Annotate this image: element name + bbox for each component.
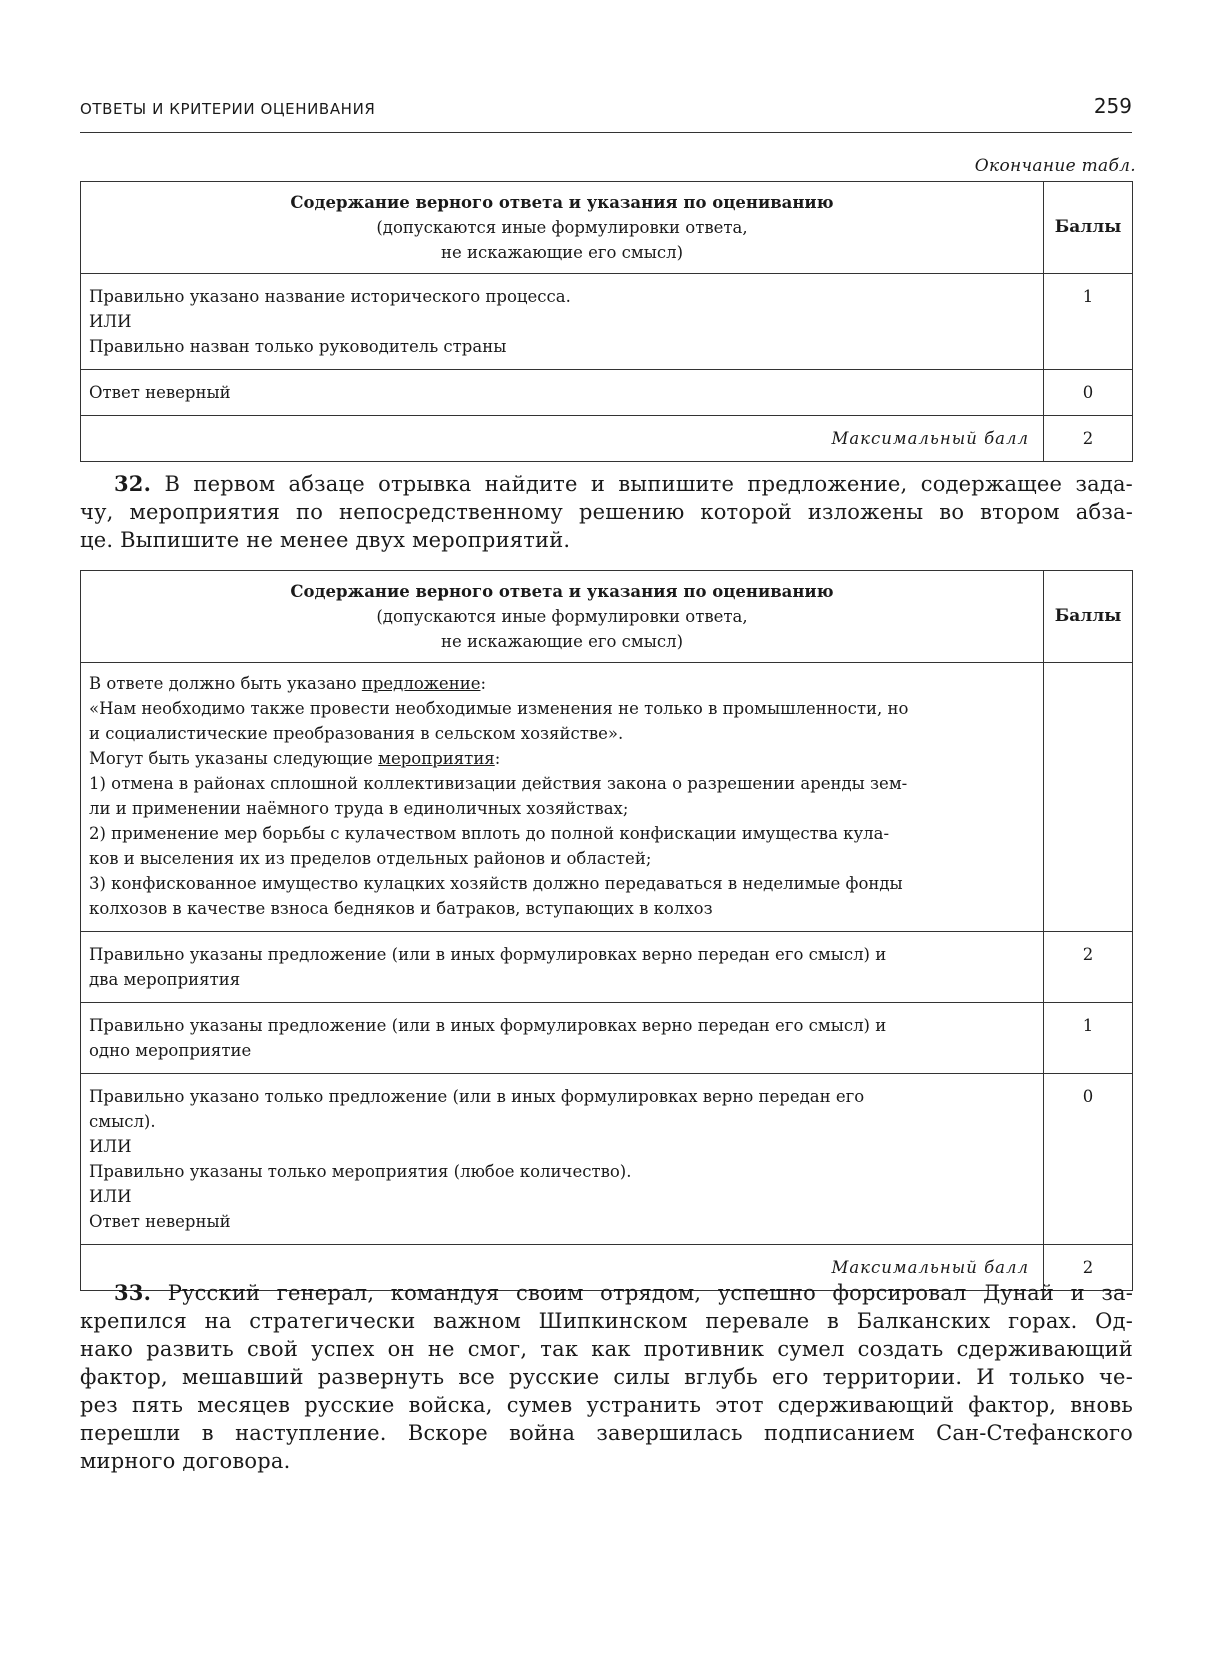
criterion-line: одно мероприятие <box>89 1041 252 1060</box>
max-score-value: 2 <box>1044 416 1133 462</box>
answer-content-cell <box>81 663 1044 932</box>
content-column-header <box>81 571 1044 663</box>
question-line <box>80 470 1133 498</box>
answer-quote-line: «Нам необходимо также провести необходимые изменения не только в промышленности, но <box>89 699 909 718</box>
measure-line: ков и выселения их из пределов отдельных районов и областей; <box>89 849 652 868</box>
criterion-line: Правильно указано только предложение (или в иных формулировках верно передан его <box>89 1087 865 1106</box>
score-cell: 0 <box>1044 1074 1133 1245</box>
table-header-row <box>81 182 1133 274</box>
question-line <box>80 1279 1133 1307</box>
question-text: В первом абзаце отрывка найдите и выпишите предложение, содержащее зада- <box>164 472 1133 496</box>
question-line: перешли в наступление. Вскоре война завершилась подписанием Сан-Стефанского <box>80 1421 1133 1445</box>
table-row <box>81 1074 1133 1245</box>
table-row <box>81 274 1133 370</box>
score-cell: 1 <box>1044 274 1133 370</box>
max-score-row <box>81 416 1133 462</box>
criterion-cell <box>81 1003 1044 1074</box>
question-line: нако развить свой успех он не смог, так как противник сумел создать сдерживающий <box>80 1337 1133 1361</box>
question-line: рез пять месяцев русские войска, сумев устранить этот сдерживающий фактор, вновь <box>80 1393 1133 1417</box>
criterion-line: смысл). <box>89 1112 156 1131</box>
question-line: чу, мероприятия по непосредственному решению которой изложены во втором абза- <box>80 500 1133 524</box>
header-line: (допускаются иные формулировки ответа, <box>376 218 748 237</box>
max-score-value: 2 <box>1044 1245 1133 1291</box>
score-cell <box>1044 663 1133 932</box>
table-row <box>81 663 1133 932</box>
question-line: це. Выпишите не менее двух мероприятий. <box>80 528 571 552</box>
measure-line: ли и применении наёмного труда в единоличных хозяйствах; <box>89 799 629 818</box>
question-32 <box>80 470 1133 554</box>
criterion-line: Правильно указано название исторического процесса. <box>89 287 571 306</box>
max-score-label: Максимальный балл <box>81 416 1044 462</box>
header-line: Содержание верного ответа и указания по оцениванию <box>290 193 834 212</box>
table-header-row <box>81 571 1133 663</box>
question-text: Русский генерал, командуя своим отрядом, успешно форсировал Дунай и за- <box>167 1281 1133 1305</box>
measure-line: 1) отмена в районах сплошной коллективизации действия закона о разрешении аренды зем- <box>89 774 908 793</box>
question-number: 33. <box>114 1280 152 1305</box>
criterion-line: Ответ неверный <box>89 1212 231 1231</box>
criterion-cell <box>81 274 1044 370</box>
question-number: 32. <box>114 471 152 496</box>
answer-intro-term: предложение <box>361 674 481 693</box>
criterion-line: ИЛИ <box>89 1137 132 1156</box>
answer-intro: В ответе должно быть указано предложение: <box>89 674 487 693</box>
page-number: 259 <box>1093 94 1132 118</box>
criterion-line: два мероприятия <box>89 970 241 989</box>
score-cell: 2 <box>1044 932 1133 1003</box>
measures-intro: Могут быть указаны следующие мероприятия: <box>89 749 501 768</box>
max-score-label: Максимальный балл <box>81 1245 1044 1291</box>
table-continuation-note: Окончание табл. <box>974 156 1136 176</box>
answer-intro-text: В ответе должно быть указано <box>89 674 357 693</box>
running-header <box>80 92 1132 133</box>
criterion-line: ИЛИ <box>89 312 132 331</box>
header-line: Содержание верного ответа и указания по оцениванию <box>290 582 834 601</box>
answer-quote-line: и социалистические преобразования в сельском хозяйстве». <box>89 724 624 743</box>
criterion-line: Правильно указаны предложение (или в иных формулировках верно передан его смысл) и <box>89 945 887 964</box>
question-33 <box>80 1279 1133 1475</box>
score-cell: 0 <box>1044 370 1133 416</box>
score-cell: 1 <box>1044 1003 1133 1074</box>
measure-line: 3) конфискованное имущество кулацких хозяйств должно передаваться в неделимые фонды <box>89 874 903 893</box>
criterion-cell <box>81 932 1044 1003</box>
answer-table-32 <box>80 570 1133 1291</box>
criterion-line: Правильно назван только руководитель страны <box>89 337 507 356</box>
header-line: (допускаются иные формулировки ответа, <box>376 607 748 626</box>
measures-intro-term: мероприятия <box>378 749 495 768</box>
table-row <box>81 370 1133 416</box>
section-title: ОТВЕТЫ И КРИТЕРИИ ОЦЕНИВАНИЯ <box>80 100 376 118</box>
score-column-header: Баллы <box>1044 571 1133 663</box>
criterion-cell <box>81 1074 1044 1245</box>
answer-table-31-end <box>80 181 1133 462</box>
measure-line: колхозов в качестве взноса бедняков и батраков, вступающих в колхоз <box>89 899 713 918</box>
table-row <box>81 1003 1133 1074</box>
header-line: не искажающие его смысл) <box>440 243 684 262</box>
table-row <box>81 932 1133 1003</box>
measures-intro-text: Могут быть указаны следующие <box>89 749 373 768</box>
question-line: фактор, мешавший развернуть все русские силы вглубь его территории. И только че- <box>80 1365 1133 1389</box>
criterion-cell <box>81 370 1044 416</box>
criterion-line: Правильно указаны предложение (или в иных формулировках верно передан его смысл) и <box>89 1016 887 1035</box>
criterion-line: Правильно указаны только мероприятия (любое количество). <box>89 1162 632 1181</box>
score-column-header: Баллы <box>1044 182 1133 274</box>
measure-line: 2) применение мер борьбы с кулачеством вплоть до полной конфискации имущества кула- <box>89 824 890 843</box>
header-line: не искажающие его смысл) <box>440 632 684 651</box>
question-line: мирного договора. <box>80 1449 291 1473</box>
criterion-line: Ответ неверный <box>89 383 231 402</box>
question-line: крепился на стратегически важном Шипкинском перевале в Балканских горах. Од- <box>80 1309 1133 1333</box>
criterion-line: ИЛИ <box>89 1187 132 1206</box>
content-column-header <box>81 182 1044 274</box>
